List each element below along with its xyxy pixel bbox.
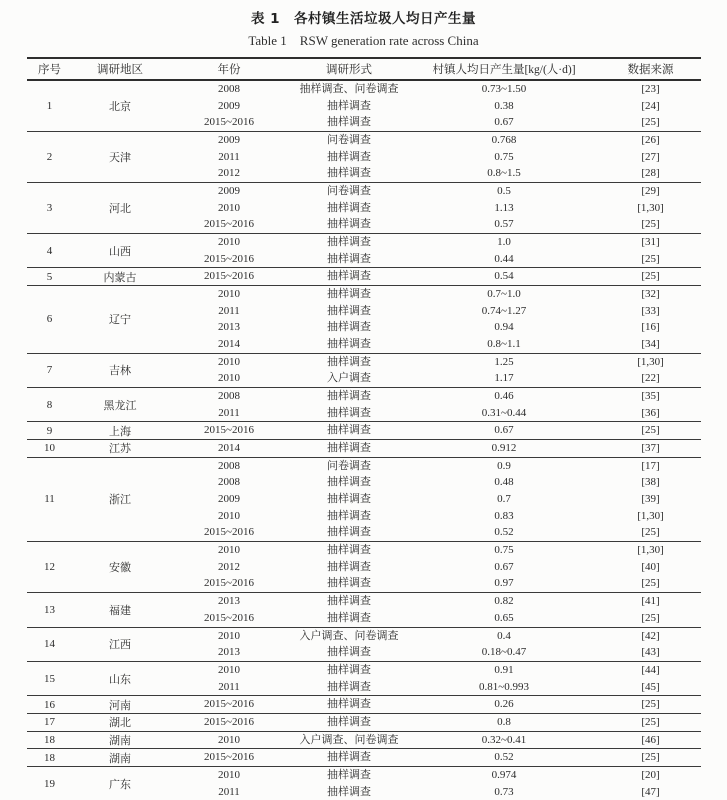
row-number-cell: 5: [46, 270, 53, 283]
year-cell: 2015~2016: [204, 751, 254, 764]
survey-type-cell: 抽样调查: [327, 509, 371, 522]
source-ref-cell: [25]: [641, 424, 660, 437]
row-number-cell: 13: [44, 603, 55, 616]
year-cell: 2009: [218, 493, 240, 506]
generation-rate-cell: 0.26: [494, 698, 514, 711]
year-cell: 2013: [218, 646, 240, 659]
year-cell: 2010: [218, 236, 240, 249]
region-cell: 内蒙古: [103, 271, 137, 284]
year-cell: 2015~2016: [204, 611, 254, 624]
survey-type-cell: 抽样调查: [327, 201, 371, 214]
survey-type-cell: 抽样调查: [327, 560, 371, 573]
survey-type-cell: 抽样调查: [327, 288, 371, 301]
survey-type-cell: 抽样调查: [327, 218, 371, 231]
source-ref-cell: [39]: [641, 493, 660, 506]
year-cell: 2010: [218, 733, 240, 746]
source-ref-cell: [23]: [641, 83, 660, 95]
table-group-11: [27, 458, 701, 542]
generation-rate-cell: 0.4: [497, 629, 511, 642]
survey-type-cell: 抽样调查: [327, 476, 371, 489]
source-ref-cell: [34]: [641, 338, 660, 351]
generation-rate-cell: 0.67: [494, 424, 514, 437]
source-ref-cell: [25]: [641, 270, 660, 283]
survey-type-cell: 抽样调查: [327, 406, 371, 419]
generation-rate-cell: 1.13: [494, 201, 514, 214]
source-ref-cell: [25]: [641, 116, 660, 129]
col-header-region: 调研地区: [97, 64, 143, 76]
survey-type-cell: 抽样调查: [327, 116, 371, 129]
year-cell: 2010: [218, 201, 240, 214]
row-number-cell: 3: [46, 202, 53, 215]
region-cell: 湖南: [109, 752, 131, 765]
year-cell: 2012: [218, 560, 240, 573]
source-ref-cell: [35]: [641, 390, 660, 403]
col-header-source: 数据来源: [627, 64, 674, 76]
generation-rate-cell: 0.38: [494, 99, 514, 112]
generation-rate-cell: 0.73: [494, 785, 514, 798]
generation-rate-cell: 0.7: [497, 493, 511, 506]
row-number-cell: 4: [46, 244, 53, 257]
row-number-cell: 18: [44, 751, 55, 764]
survey-type-cell: 抽样调查: [327, 338, 371, 351]
source-ref-cell: [25]: [641, 577, 660, 590]
generation-rate-cell: 0.31~0.44: [481, 406, 527, 419]
survey-type-cell: 抽样调查: [327, 526, 371, 539]
generation-rate-cell: 0.52: [494, 751, 514, 764]
year-cell: 2012: [218, 167, 240, 180]
generation-rate-cell: 0.32~0.41: [481, 733, 527, 746]
survey-type-cell: 抽样调查、问卷调查: [299, 83, 399, 95]
generation-rate-cell: 1.25: [494, 355, 514, 368]
source-ref-cell: [36]: [641, 406, 660, 419]
row-number-cell: 14: [44, 638, 55, 651]
survey-type-cell: 抽样调查: [327, 611, 371, 624]
generation-rate-cell: 0.82: [494, 595, 514, 608]
table-group-10: [27, 440, 701, 458]
generation-rate-cell: 0.768: [491, 134, 517, 147]
year-cell: 2009: [218, 99, 240, 112]
survey-type-cell: 抽样调查: [327, 698, 371, 711]
year-cell: 2015~2016: [204, 218, 254, 231]
source-ref-cell: [25]: [641, 252, 660, 265]
survey-type-cell: 抽样调查: [327, 544, 371, 557]
region-cell: 江西: [109, 639, 131, 652]
generation-rate-cell: 0.912: [491, 442, 517, 455]
source-ref-cell: [28]: [641, 167, 660, 180]
year-cell: 2015~2016: [204, 424, 254, 437]
survey-type-cell: 抽样调查: [327, 424, 371, 437]
source-ref-cell: [1,30]: [637, 544, 664, 557]
source-ref-cell: [25]: [641, 698, 660, 711]
col-header-no: 序号: [38, 64, 61, 76]
year-cell: 2009: [218, 185, 240, 198]
survey-type-cell: 抽样调查: [327, 493, 371, 506]
generation-rate-cell: 0.8~1.5: [487, 167, 521, 180]
row-number-cell: 12: [44, 561, 55, 574]
survey-type-cell: 抽样调查: [327, 768, 371, 781]
row-number-cell: 17: [44, 716, 55, 729]
generation-rate-cell: 0.8~1.1: [487, 338, 521, 351]
source-ref-cell: [25]: [641, 715, 660, 728]
generation-rate-cell: 0.65: [494, 611, 514, 624]
source-ref-cell: [1,30]: [637, 201, 664, 214]
year-cell: 2015~2016: [204, 577, 254, 590]
row-number-cell: 18: [44, 733, 55, 746]
survey-type-cell: 抽样调查: [327, 595, 371, 608]
year-cell: 2008: [218, 83, 240, 95]
source-ref-cell: [27]: [641, 150, 660, 163]
table-caption-english: Table 1 RSW generation rate across China: [248, 33, 479, 48]
generation-rate-cell: 0.57: [494, 218, 514, 231]
source-ref-cell: [42]: [641, 629, 660, 642]
col-header-survey-type: 调研形式: [326, 64, 372, 76]
generation-rate-cell: 0.48: [494, 476, 514, 489]
year-cell: 2013: [218, 321, 240, 334]
source-ref-cell: [24]: [641, 99, 660, 112]
row-number-cell: 16: [44, 698, 55, 711]
generation-rate-cell: 0.67: [494, 116, 514, 129]
generation-rate-cell: 0.52: [494, 526, 514, 539]
row-number-cell: 19: [44, 777, 55, 790]
year-cell: 2015~2016: [204, 715, 254, 728]
source-ref-cell: [37]: [641, 442, 660, 455]
row-number-cell: 8: [46, 398, 53, 411]
region-cell: 上海: [109, 425, 131, 438]
region-cell: 山东: [109, 673, 131, 686]
row-number-cell: 1: [46, 100, 53, 112]
year-cell: 2015~2016: [204, 270, 254, 283]
source-ref-cell: [25]: [641, 611, 660, 624]
region-cell: 广东: [109, 778, 131, 791]
year-cell: 2011: [218, 150, 240, 163]
generation-rate-cell: 0.81~0.993: [479, 680, 529, 693]
survey-type-cell: 问卷调查: [327, 185, 371, 198]
source-ref-cell: [43]: [641, 646, 660, 659]
source-ref-cell: [25]: [641, 751, 660, 764]
survey-type-cell: 抽样调查: [327, 577, 371, 590]
generation-rate-cell: 0.46: [494, 390, 514, 403]
survey-type-cell: 抽样调查: [327, 715, 371, 728]
survey-type-cell: 抽样调查: [327, 150, 371, 163]
region-cell: 河北: [109, 203, 131, 216]
table-group-8: [27, 388, 701, 422]
row-number-cell: 10: [44, 442, 55, 455]
region-cell: 吉林: [109, 365, 131, 378]
region-cell: 天津: [109, 152, 131, 165]
survey-type-cell: 入户调查、问卷调查: [299, 733, 399, 746]
survey-type-cell: 抽样调查: [327, 646, 371, 659]
survey-type-cell: 抽样调查: [327, 390, 371, 403]
table-group-5: [27, 268, 701, 286]
year-cell: 2010: [218, 663, 240, 676]
region-cell: 河南: [109, 699, 131, 712]
year-cell: 2010: [218, 355, 240, 368]
table-group-6: [27, 286, 701, 354]
generation-rate-cell: 0.75: [494, 150, 514, 163]
table-group-19: [27, 767, 701, 800]
table-group-7: [27, 354, 701, 388]
region-cell: 福建: [109, 604, 131, 617]
year-cell: 2013: [218, 595, 240, 608]
survey-type-cell: 抽样调查: [327, 680, 371, 693]
year-cell: 2010: [218, 544, 240, 557]
col-header-generation-rate: 村镇人均日产生量[kg/(人·d)]: [432, 64, 576, 76]
survey-type-cell: 入户调查、问卷调查: [299, 629, 399, 642]
survey-type-cell: 问卷调查: [327, 459, 371, 472]
generation-rate-cell: 0.18~0.47: [481, 646, 527, 659]
region-cell: 安徽: [109, 562, 131, 575]
year-cell: 2011: [218, 785, 240, 798]
table-group-14: [27, 628, 701, 662]
col-header-year: 年份: [217, 64, 241, 76]
year-cell: 2015~2016: [204, 116, 254, 129]
generation-rate-cell: 0.7~1.0: [487, 288, 521, 301]
year-cell: 2010: [218, 288, 240, 301]
table-body: [27, 81, 701, 800]
table-header-row: [27, 59, 701, 81]
region-cell: 黑龙江: [103, 399, 137, 412]
generation-rate-cell: 0.91: [494, 663, 514, 676]
table-caption-chinese: 表 1 各村镇生活垃圾人均日产生量: [250, 11, 477, 27]
source-ref-cell: [17]: [641, 459, 660, 472]
survey-type-cell: 抽样调查: [327, 751, 371, 764]
generation-rate-cell: 0.9: [497, 459, 511, 472]
year-cell: 2008: [218, 476, 240, 489]
year-cell: 2010: [218, 629, 240, 642]
generation-rate-cell: 1.17: [494, 372, 514, 385]
row-number-cell: 2: [46, 151, 53, 164]
row-number-cell: 15: [44, 672, 55, 685]
generation-rate-cell: 0.74~1.27: [481, 304, 527, 317]
year-cell: 2008: [218, 390, 240, 403]
rsw-generation-table: [27, 57, 701, 800]
source-ref-cell: [32]: [641, 288, 660, 301]
generation-rate-cell: 0.67: [494, 560, 514, 573]
survey-type-cell: 抽样调查: [327, 252, 371, 265]
region-cell: 江苏: [109, 443, 131, 456]
survey-type-cell: 入户调查: [327, 372, 371, 385]
source-ref-cell: [31]: [641, 236, 660, 249]
row-number-cell: 11: [44, 493, 55, 506]
survey-type-cell: 抽样调查: [327, 663, 371, 676]
region-cell: 山西: [109, 245, 131, 258]
table-group-12: [27, 542, 701, 593]
region-cell: 辽宁: [109, 314, 131, 327]
year-cell: 2008: [218, 459, 240, 472]
source-ref-cell: [40]: [641, 560, 660, 573]
generation-rate-cell: 0.94: [494, 321, 514, 334]
year-cell: 2014: [218, 442, 240, 455]
source-ref-cell: [46]: [641, 733, 660, 746]
source-ref-cell: [47]: [641, 785, 660, 798]
source-ref-cell: [20]: [641, 768, 660, 781]
table-group-17: [27, 714, 701, 732]
region-cell: 北京: [109, 101, 131, 113]
survey-type-cell: 抽样调查: [327, 270, 371, 283]
generation-rate-cell: 0.54: [494, 270, 514, 283]
source-ref-cell: [26]: [641, 134, 660, 147]
table-group-9: [27, 422, 701, 440]
table-group-3: [27, 183, 701, 234]
region-cell: 浙江: [109, 494, 131, 507]
year-cell: 2009: [218, 134, 240, 147]
source-ref-cell: [25]: [641, 526, 660, 539]
survey-type-cell: 抽样调查: [327, 99, 371, 112]
table-group-13: [27, 593, 701, 627]
survey-type-cell: 抽样调查: [327, 236, 371, 249]
source-ref-cell: [1,30]: [637, 355, 664, 368]
survey-type-cell: 抽样调查: [327, 167, 371, 180]
table-group-16: [27, 696, 701, 714]
generation-rate-cell: 0.44: [494, 252, 514, 265]
year-cell: 2011: [218, 304, 240, 317]
year-cell: 2015~2016: [204, 698, 254, 711]
survey-type-cell: 抽样调查: [327, 442, 371, 455]
source-ref-cell: [38]: [641, 476, 660, 489]
year-cell: 2010: [218, 372, 240, 385]
generation-rate-cell: 0.75: [494, 544, 514, 557]
generation-rate-cell: 0.5: [497, 185, 511, 198]
row-number-cell: 7: [46, 364, 53, 377]
survey-type-cell: 抽样调查: [327, 355, 371, 368]
table-group-4: [27, 234, 701, 268]
generation-rate-cell: 0.8: [497, 715, 511, 728]
source-ref-cell: [44]: [641, 663, 660, 676]
row-number-cell: 6: [46, 313, 53, 326]
source-ref-cell: [33]: [641, 304, 660, 317]
year-cell: 2010: [218, 509, 240, 522]
year-cell: 2010: [218, 768, 240, 781]
generation-rate-cell: 0.974: [491, 768, 517, 781]
survey-type-cell: 问卷调查: [327, 134, 371, 147]
table-group-15: [27, 662, 701, 696]
table-group-18b: [27, 749, 701, 767]
row-number-cell: 9: [46, 424, 53, 437]
source-ref-cell: [29]: [641, 185, 660, 198]
survey-type-cell: 抽样调查: [327, 321, 371, 334]
source-ref-cell: [1,30]: [637, 509, 664, 522]
region-cell: 湖南: [109, 734, 131, 747]
generation-rate-cell: 0.73~1.50: [481, 83, 527, 95]
region-cell: 湖北: [109, 717, 131, 730]
year-cell: 2015~2016: [204, 526, 254, 539]
table-group-1: [27, 81, 701, 132]
year-cell: 2014: [218, 338, 240, 351]
year-cell: 2015~2016: [204, 252, 254, 265]
table-group-18: [27, 732, 701, 750]
survey-type-cell: 抽样调查: [327, 785, 371, 798]
source-ref-cell: [45]: [641, 680, 660, 693]
year-cell: 2011: [218, 406, 240, 419]
source-ref-cell: [16]: [641, 321, 660, 334]
source-ref-cell: [25]: [641, 218, 660, 231]
generation-rate-cell: 1.0: [497, 236, 511, 249]
year-cell: 2011: [218, 680, 240, 693]
generation-rate-cell: 0.83: [494, 509, 514, 522]
source-ref-cell: [22]: [641, 372, 660, 385]
generation-rate-cell: 0.97: [494, 577, 514, 590]
survey-type-cell: 抽样调查: [327, 304, 371, 317]
source-ref-cell: [41]: [641, 595, 660, 608]
table-group-2: [27, 132, 701, 183]
